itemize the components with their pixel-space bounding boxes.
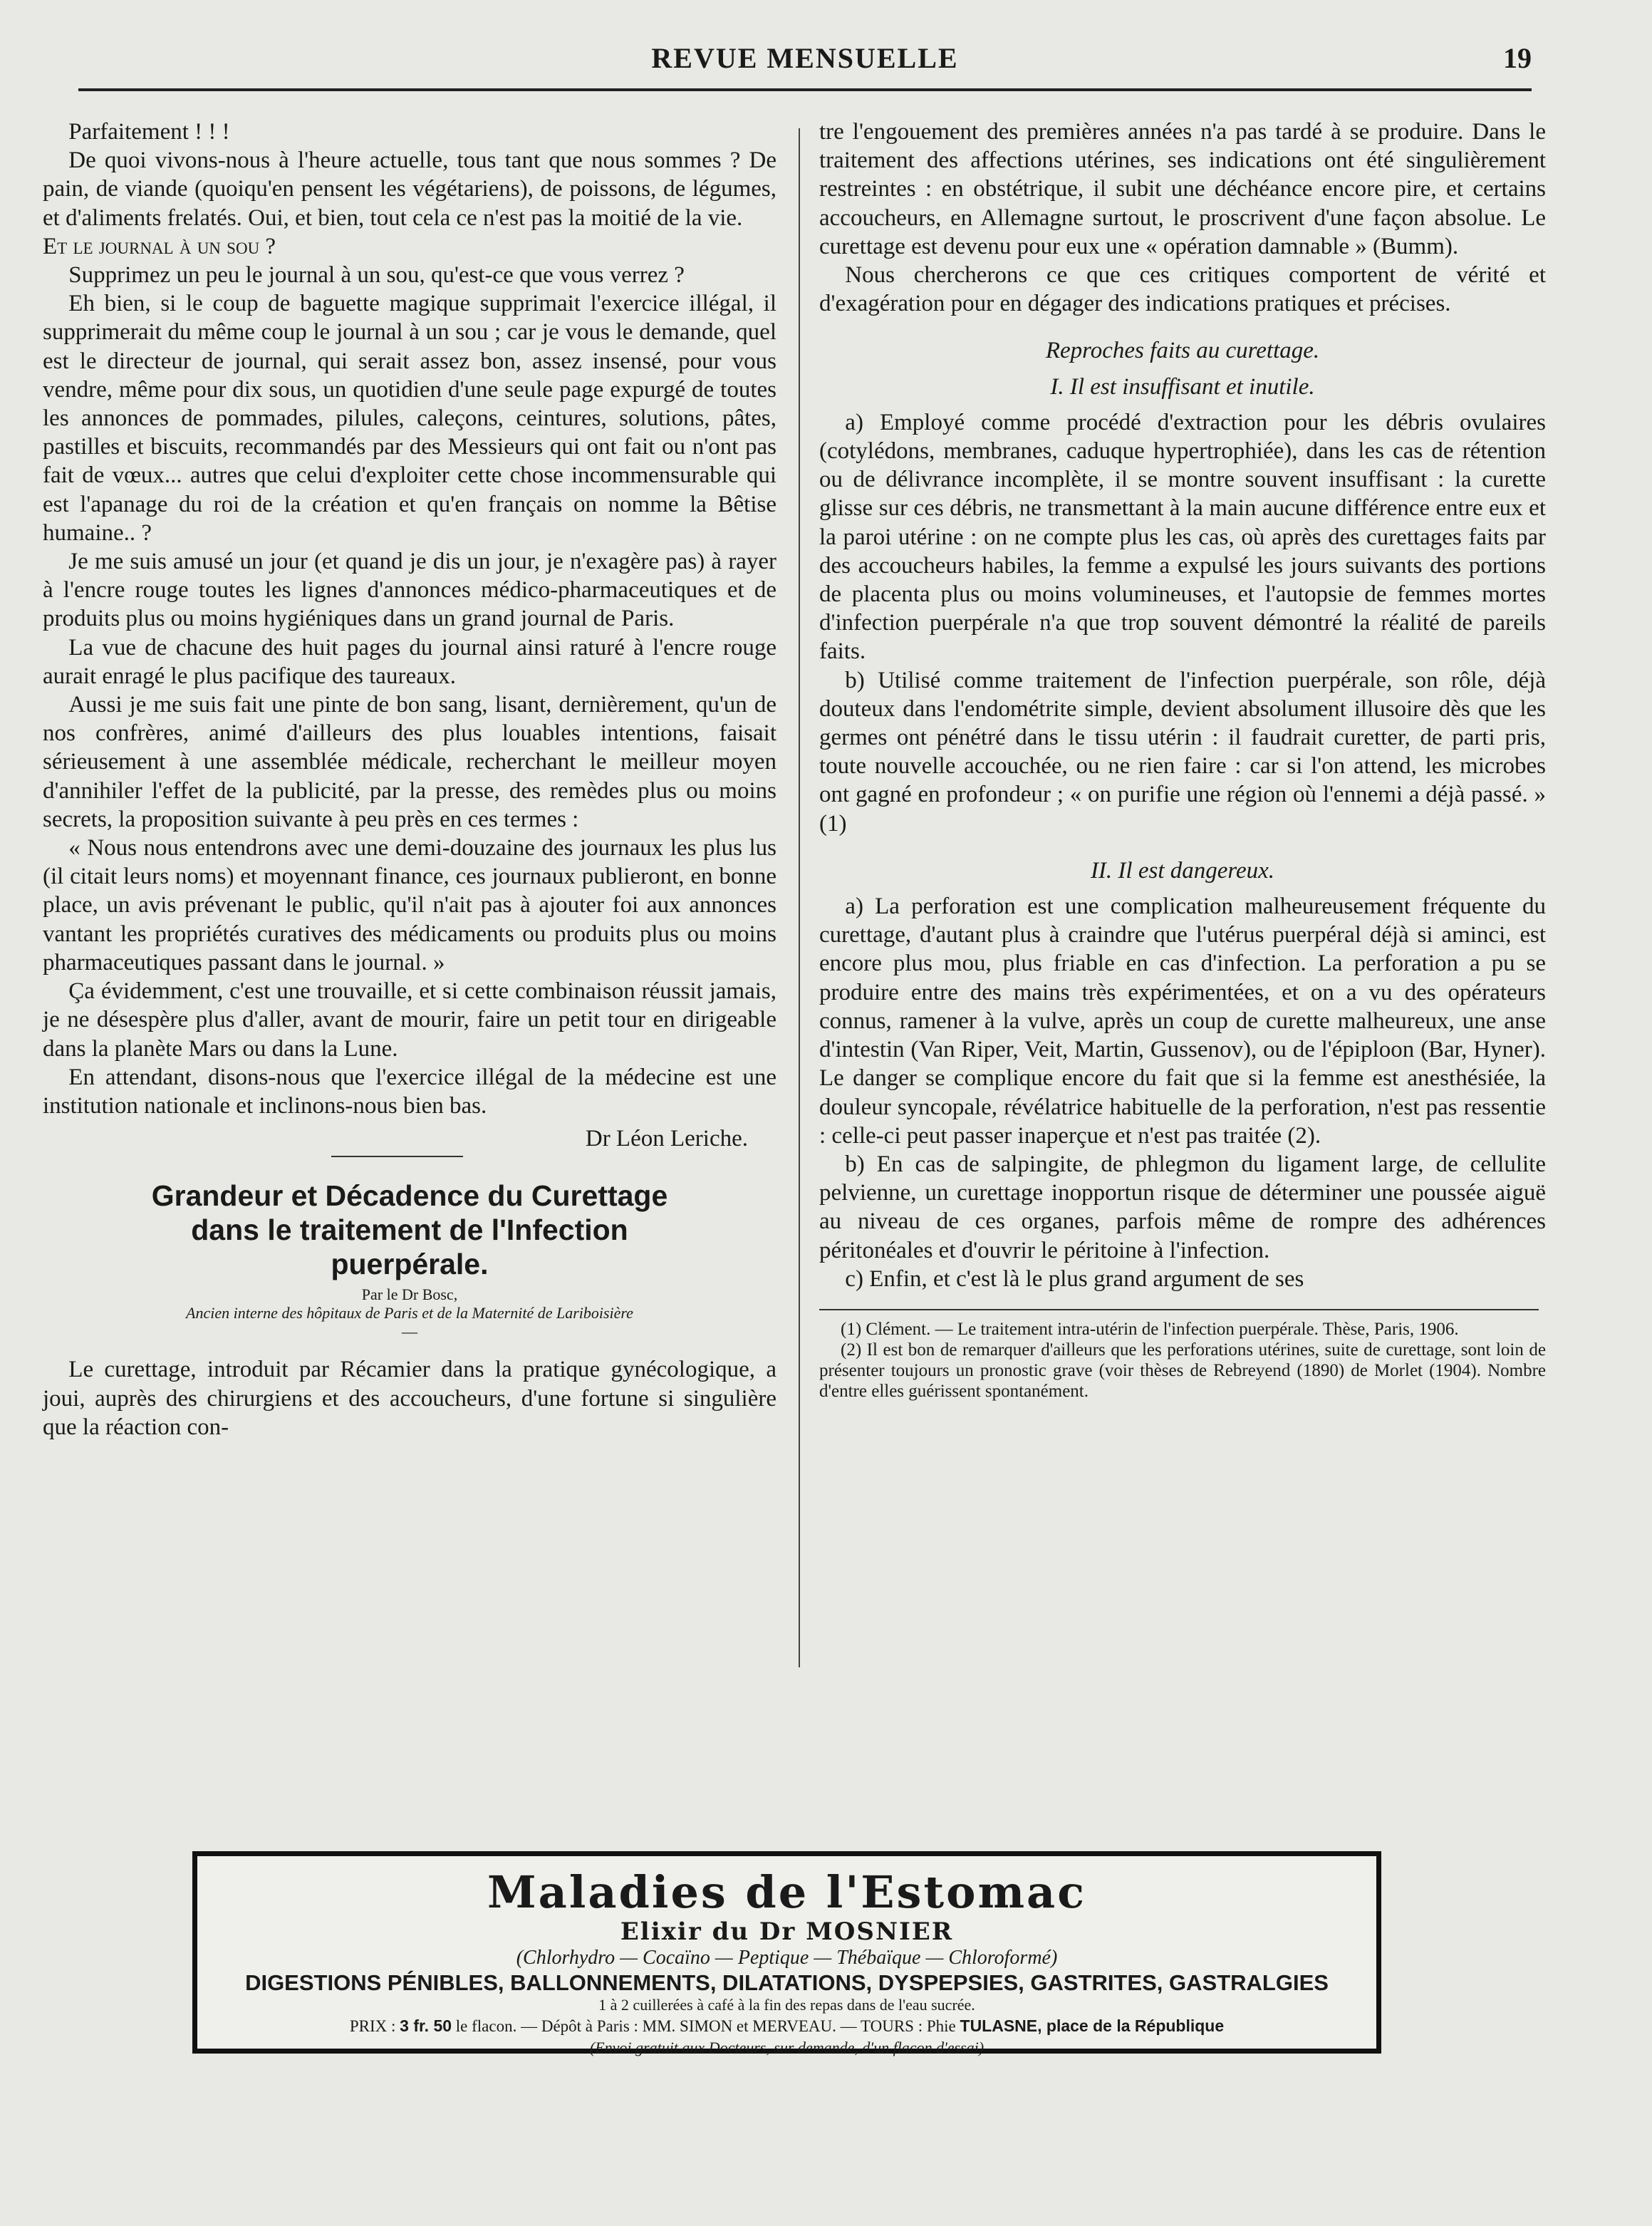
- column-divider: [799, 128, 800, 1667]
- article-title-line: puerpérale.: [331, 1248, 489, 1281]
- ad-indications: DIGESTIONS PÉNIBLES, BALLONNEMENTS, DILATATIONS, DYSPEPSIES, GASTRITES, GASTRALGIES: [245, 1970, 1329, 1995]
- article-affiliation: Ancien interne des hôpitaux de Paris et de la Maternité de Lariboisière: [186, 1304, 633, 1322]
- ad-price-details: le flacon. — Dépôt à Paris : MM. SIMON et MERVEAU. — TOURS : Phie: [455, 2017, 956, 2035]
- advertisement-box: [192, 1851, 1381, 2054]
- ad-price-value: 3 fr. 50: [400, 2017, 452, 2035]
- ad-dosage: 1 à 2 cuillerées à café à la fin des repas dans de l'eau sucrée.: [598, 1996, 975, 2014]
- article-intro-continued: tre l'engouement des premières années n'a pas tardé à se produire. Dans le traitement des affections utérines, ses indications ont été singulièrement restreintes : en obstétrique, il subit une déchéance encore pire, et certains accoucheurs, en Allemagne surtout, le proscrivent d'une façon absolue. Le curettage est devenu pour eux une « opération damnable » (Bumm).: [819, 119, 1546, 259]
- footnotes: [819, 1319, 1546, 1402]
- footnote-rule: [819, 1309, 1539, 1310]
- paragraph: Eh bien, si le coup de baguette magique supprimait l'exercice illégal, il supprimerait du même coup le journal à un sou ; car je vous le demande, quel est le directeur de journal, qui serait assez bon, assez insensé, pour vous vendre, même pour dix sous, un quotidien d'une seule page expurgé de toutes les annonces de pommades, pilules, caleçons, ceintures, solutions, pâtes, pastilles et biscuits, recommandés par des Messieurs qui ont fait ou n'ont pas fait de vœux... autres que celui d'exploiter cette chose incommensurable qui est l'apanage du roi de la création et qu'en français on nomme la Bêtise humaine.. ?: [43, 291, 776, 546]
- paragraph: La vue de chacune des huit pages du journal ainsi raturé à l'encre rouge aurait enragé le plus pacifique des taureaux.: [43, 634, 776, 689]
- header-rule: [78, 88, 1532, 91]
- paragraph: Ça évidemment, c'est une trouvaille, et si cette combinaison réussit jamais, je ne désespère plus d'aller, avant de mourir, faire un petit tour en dirigeable dans la planète Mars ou dans la Lune.: [43, 978, 776, 1062]
- paragraph: a) La perforation est une complication malheureusement fréquente du curettage, d'autant plus à craindre que l'utérus puerpéral déjà si aminci, est encore plus mou, plus friable en cas d'infection. La perforation a pu se produire entre des mains très expérimentées, et on a vu des opérateurs connus, ramener à la vulve, après un coup de curette malheureux, une anse d'intestin (Van Riper, Veit, Martin, Gussenov), ou de l'épiploon (Bar, Hyner). Le danger se complique encore du fait que si la femme est anesthésiée, la douleur syncopale, révélatrice habituelle de la perforation, n'est pas ressentie : celle-ci peut passer inaperçue et n'est pas traitée (2).: [819, 894, 1546, 1149]
- article-intro-start: Le curettage, introduit par Récamier dans la pratique gynécologique, a joui, auprès des chirurgiens et des accoucheurs, d'une fortune si singulière que la réaction con-: [43, 1357, 776, 1440]
- section-heading: Reproches faits au curettage.: [1045, 338, 1320, 364]
- paragraph: c) Enfin, et c'est là le plus grand argument de ses: [845, 1265, 1304, 1292]
- footnote: (2) Il est bon de remarquer d'ailleurs que les perforations utérines, suite de curettage, sont loin de présenter toujours un pronostic grave (voir thèses de Rebreyend (1890) de Morlet (1904). Nombre d'entre elles guérissent spontanément.: [819, 1340, 1546, 1401]
- paragraph: b) En cas de salpingite, de phlegmon du ligament large, de cellulite pelvienne, un curettage inopportun risque de déterminer une poussée aiguë au niveau de ces organes, parfois même de rompre des adhérences péritonéales et d'ouvrir le péritoine à l'infection.: [819, 1151, 1546, 1263]
- running-header: [78, 41, 1532, 77]
- ad-product: Elixir du Dr MOSNIER: [620, 1917, 954, 1946]
- paragraph: Et le journal à un sou ?: [43, 233, 276, 259]
- article-author: Par le Dr Bosc,: [361, 1285, 458, 1304]
- page-number: 19: [1503, 42, 1532, 74]
- subsection-heading: II. Il est dangereux.: [1090, 857, 1275, 884]
- ad-free-sample: (Envoi gratuit aux Docteurs, sur demande, d'un flacon d'essai): [589, 2039, 985, 2056]
- paragraph: b) Utilisé comme traitement de l'infection puerpérale, son rôle, déjà douteux dans l'endométrite simple, devient absolument illusoire dès que les germes ont pénétré dans le tissu utérin : il faudrait curetter, de parti pris, toute nouvelle accouchée, ou ne rien faire : car si l'on attend, les microbes ont gagné en profondeur ; « on purifie une région où l'ennemi a déjà passé. » (1): [819, 667, 1546, 837]
- ad-price-line: [197, 2014, 1376, 2038]
- paragraph: Je me suis amusé un jour (et quand je dis un jour, je n'exagère pas) à rayer à l'encre rouge toutes les lignes d'annonces médico-pharmaceutiques et de produits plus ou moins hygiéniques dans un grand journal de Paris.: [43, 549, 776, 632]
- subsection-heading: I. Il est insuffisant et inutile.: [1050, 373, 1315, 400]
- right-column: [819, 118, 1546, 1402]
- article-title: [43, 1179, 776, 1281]
- signature: Dr Léon Leriche.: [585, 1126, 748, 1152]
- quotation: « Nous nous entendrons avec une demi-douzaine des journaux les plus lus (il citait leurs noms) et moyennant finance, ces journaux publieront, en bonne place, un avis prévenant le public, qu'il n'ait pas à ajouter foi aux annonces vantant les propriétés curatives des médicaments ou produits plus ou moins pharmaceutiques passant dans le journal. »: [43, 835, 776, 975]
- article-title-line: dans le traitement de l'Infection: [191, 1213, 628, 1247]
- paragraph: Parfaitement ! ! !: [68, 119, 230, 145]
- footnote: (1) Clément. — Le traitement intra-utérin de l'infection puerpérale. Thèse, Paris, 1906.: [841, 1319, 1459, 1339]
- ad-composition: (Chlorhydro — Cocaïno — Peptique — Thébaïque — Chloroformé): [516, 1947, 1058, 1969]
- journal-title: REVUE MENSUELLE: [651, 42, 959, 74]
- article-title-line: Grandeur et Décadence du Curettage: [151, 1179, 668, 1213]
- paragraph: De quoi vivons-nous à l'heure actuelle, tous tant que nous sommes ? De pain, de viande (quoiqu'en pensent les végétariens), de poissons, de légumes, et d'aliments frelatés. Oui, et bien, tout cela ce n'est pas la moitié de la vie.: [43, 147, 776, 231]
- paragraph: En attendant, disons-nous que l'exercice illégal de la médecine est une institution nationale et inclinons-nous bien bas.: [43, 1064, 776, 1119]
- paragraph: Supprimez un peu le journal à un sou, qu'est-ce que vous verrez ?: [68, 262, 685, 289]
- paragraph: Aussi je me suis fait une pinte de bon sang, lisant, dernièrement, qu'un de nos confrères, animé d'ailleurs des plus louables intentions, faisait sérieusement à une assemblée médicale, recherchant le meilleur moyen d'annihiler l'effet de la publicité, par la presse, des remèdes plus ou moins secrets, la proposition suivante à peu près en ces termes :: [43, 692, 776, 832]
- paragraph: Nous chercherons ce que ces critiques comportent de vérité et d'exagération pour en dégager des indications pratiques et précises.: [819, 262, 1546, 317]
- ad-pharmacy: TULASNE, place de la République: [960, 2017, 1225, 2035]
- article-dash: —: [402, 1322, 417, 1341]
- ad-title: Maladies de l'Estomac: [487, 1866, 1086, 1918]
- separator-rule: [331, 1156, 463, 1157]
- left-column: [43, 118, 776, 1441]
- ad-price-label: PRIX :: [349, 2017, 396, 2035]
- paragraph: a) Employé comme procédé d'extraction pour les débris ovulaires (cotylédons, membranes, caduque hypertrophiée), dans les cas de rétention ou de délivrance incomplète, il se montre souvent insuffisant : la curette glisse sur ces débris, ne transmettant à la main aucune différence entre eux et la paroi utérine : on ne compte plus les cas, où après des curettages faits par des accoucheurs habiles, la femme a expulsé les jours suivants des portions de placenta plus ou moins volumineuses, et l'autopsie de femmes mortes d'infection puerpérale n'a que trop souvent démontré la réalité de pareils faits.: [819, 409, 1546, 665]
